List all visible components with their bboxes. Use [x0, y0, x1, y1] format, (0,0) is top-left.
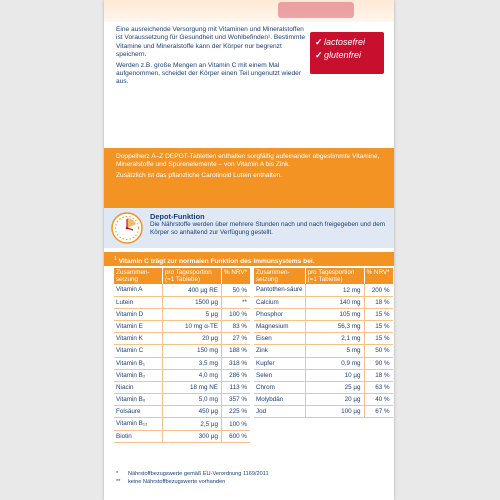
amount-unit: µg	[210, 432, 218, 440]
depot-title: Depot-Funktion	[150, 212, 205, 221]
intro-paragraph-1: Eine ausreichende Versorgung mit Vitaminen und Mineralstoffen ist Voraussetzung für Gesundheit und Wohlbefinden¹. Bestimmte Vitamine und Mineralstoffe kann der Körper nur begrenzt speichern.	[116, 26, 306, 59]
amount-value: 105	[339, 310, 351, 318]
nutrient-name: Vitamin B₁₂	[114, 418, 163, 430]
nutrient-name: Jod	[254, 406, 305, 418]
nutrient-name: Eisen	[254, 333, 305, 345]
nutrient-amount	[305, 381, 364, 393]
nutrient-nrv: 286 %	[222, 369, 251, 381]
nutrient-nrv: 200 %	[364, 284, 393, 296]
nutrient-amount	[305, 406, 364, 418]
nutrient-amount	[305, 284, 364, 296]
amount-value: 4,0	[198, 371, 208, 379]
amount-unit: µg	[210, 408, 218, 416]
vitamin-c-claim-text: Vitamin C trägt zur normalen Funktion des Immunsystems bei.	[118, 258, 315, 266]
amount-unit: µg	[353, 396, 361, 404]
nutrient-amount	[305, 369, 364, 381]
lutein-note: Zusätzlich ist das pflanzliche Carotinoid Lutein enthalten.	[116, 171, 283, 179]
nutrient-nrv: 100 %	[222, 308, 251, 320]
badge-gluten-label: glutenfrei	[324, 50, 362, 60]
nutrient-name: Phosphor	[254, 308, 305, 320]
brand-logo-partial	[278, 2, 354, 18]
check-icon: ✓	[315, 50, 323, 60]
nutrient-nrv: 113 %	[222, 381, 251, 393]
table-row	[254, 333, 393, 345]
nutrient-name: Zink	[254, 345, 305, 357]
nutrient-amount	[163, 296, 222, 308]
badge-row-gluten	[315, 49, 379, 62]
table-header-row	[254, 268, 393, 284]
table-row	[254, 369, 393, 381]
amount-value: 300	[198, 432, 210, 440]
amount-unit: mg	[351, 323, 361, 331]
nutrient-nrv: 100 %	[222, 418, 251, 430]
nutrient-nrv: 18 %	[364, 369, 393, 381]
table-row	[254, 284, 393, 296]
nutrient-amount	[305, 345, 364, 357]
table-row	[114, 308, 250, 320]
table-row	[114, 320, 250, 332]
nutrient-name: Biotin	[114, 430, 163, 442]
badge-lactose-label: lactosefrei	[324, 37, 366, 47]
amount-value: 56,3	[337, 323, 351, 331]
amount-unit: mg	[209, 371, 218, 379]
clock-depot-icon	[110, 211, 144, 245]
footnote	[116, 470, 386, 478]
product-description: Doppelherz A–Z DEPOT-Tabletten enthalten sorgfältig aufeinander abgestimmte Vitamine, Mineralstoffe und Spurenelemente – von Vitamin A bis Zink.	[116, 153, 380, 169]
col-header-composition: Zusammen-setzung	[254, 268, 305, 284]
nutrient-nrv: **	[222, 296, 251, 308]
nutrient-name: Vitamin A	[114, 284, 163, 296]
amount-value: 5	[346, 347, 351, 355]
nutrient-nrv: 90 %	[364, 357, 393, 369]
footnote-mark: **	[116, 479, 121, 485]
table-row	[254, 308, 393, 320]
amount-unit: mg α-TE	[193, 323, 218, 331]
nutrient-amount	[305, 296, 364, 308]
table-row	[114, 369, 250, 381]
nutrient-name: Vitamin B₆	[114, 394, 163, 406]
amount-value: 3,5	[198, 359, 208, 367]
nutrient-nrv: 67 %	[364, 406, 393, 418]
amount-unit: µg	[210, 420, 218, 428]
table-row	[114, 406, 250, 418]
nutrient-nrv: 40 %	[364, 394, 393, 406]
amount-unit: mg	[351, 298, 361, 306]
table-row	[114, 296, 250, 308]
nutrient-nrv: 50 %	[222, 284, 251, 296]
col-header-composition: Zusammen-setzung	[114, 268, 163, 284]
amount-value: 1500	[195, 298, 210, 306]
nutrient-nrv: 15 %	[364, 308, 393, 320]
table-row	[254, 406, 393, 418]
amount-value: 400	[188, 286, 199, 294]
badge-row-lactose	[315, 36, 379, 49]
amount-unit: µg	[210, 298, 218, 306]
amount-value: 10	[344, 371, 352, 379]
nutrition-table-right	[254, 268, 393, 418]
nutrient-name: Molybdän	[254, 394, 305, 406]
nutrient-name: Niacin	[114, 381, 163, 393]
nutrient-amount	[305, 333, 364, 345]
nutrient-nrv: 63 %	[364, 381, 393, 393]
nutrient-amount	[305, 320, 364, 332]
footnote-text: Nährstoffbezugswerte gemäß EU-Verordnung 1169/2011	[128, 471, 269, 477]
amount-value: 150	[196, 347, 208, 355]
footnote-mark: 1	[114, 256, 117, 262]
nutrient-name: Magnesium	[254, 320, 305, 332]
nutrient-amount	[163, 284, 222, 296]
nutrient-nrv: 15 %	[364, 333, 393, 345]
table-row	[114, 345, 250, 357]
package-back	[104, 0, 394, 500]
nutrition-table-left	[114, 268, 250, 443]
depot-text: Die Nährstoffe werden über mehrere Stunden nach und nach freigegeben und dem Körper so anhaltend zur Verfügung gestellt.	[150, 221, 386, 236]
amount-value: 20	[202, 335, 210, 343]
amount-value: 450	[198, 408, 210, 416]
amount-unit: mg	[351, 310, 361, 318]
nutrient-name: Vitamin D	[114, 308, 163, 320]
amount-unit: mg	[351, 359, 361, 367]
footnote-text: keine Nährstoffbezugswerte vorhanden	[128, 479, 226, 485]
amount-value: 12	[343, 286, 351, 294]
amount-value: 2,5	[200, 420, 210, 428]
amount-value: 2,1	[341, 335, 351, 343]
table-row	[254, 394, 393, 406]
nutrient-name: Lutein	[114, 296, 163, 308]
col-header-nrv: % NRV*	[222, 268, 251, 284]
nutrient-name: Calcium	[254, 296, 305, 308]
nutrient-amount	[305, 357, 364, 369]
nutrient-name: Kupfer	[254, 357, 305, 369]
nutrient-amount	[163, 369, 222, 381]
amount-value: 25	[344, 384, 352, 391]
intro-paragraph-2: Werden z.B. große Mengen an Vitamin C mit einem Mal aufgenommen, scheidet der Körper einen Teil ungenutzt wieder aus.	[116, 61, 301, 86]
amount-value: 18	[189, 384, 197, 391]
amount-value: 0,9	[341, 359, 351, 367]
nutrient-name: Selen	[254, 369, 305, 381]
nutrient-nrv: 188 %	[222, 345, 251, 357]
nutrient-amount	[163, 345, 222, 357]
col-header-nrv: % NRV*	[364, 268, 393, 284]
nutrient-nrv: 27 %	[222, 333, 251, 345]
nutrient-nrv: 50 %	[364, 345, 393, 357]
amount-unit: µg RE	[200, 286, 218, 294]
nutrient-amount	[163, 430, 222, 442]
footnote-mark: *	[116, 471, 119, 477]
amount-unit: mg	[209, 396, 218, 404]
amount-unit: mg	[351, 286, 361, 294]
nutrient-amount	[163, 381, 222, 393]
footnotes	[116, 470, 386, 486]
table-row	[114, 394, 250, 406]
table-row	[114, 381, 250, 393]
nutrient-name: Pantothen-säure	[254, 284, 305, 296]
nutrient-amount	[305, 308, 364, 320]
nutrient-name: Vitamin K	[114, 333, 163, 345]
nutrient-nrv: 318 %	[222, 357, 251, 369]
nutrient-nrv: 15 %	[364, 320, 393, 332]
nutrient-amount	[305, 394, 364, 406]
nutrient-name: Vitamin B₂	[114, 369, 163, 381]
table-row	[254, 345, 393, 357]
nutrient-amount	[163, 394, 222, 406]
free-from-badge	[310, 32, 384, 74]
amount-unit: mg NE	[198, 384, 218, 391]
amount-value: 10	[184, 323, 192, 331]
amount-unit: µg	[353, 408, 361, 416]
amount-value: 5	[205, 310, 210, 318]
table-row	[114, 357, 250, 369]
table-header-row	[114, 268, 250, 284]
amount-unit: mg	[351, 335, 361, 343]
nutrient-amount	[163, 357, 222, 369]
nutrient-name: Vitamin B₁	[114, 357, 163, 369]
vitamin-c-claim	[104, 252, 394, 266]
nutrient-nrv: 18 %	[364, 296, 393, 308]
table-row	[254, 357, 393, 369]
nutrient-amount	[163, 320, 222, 332]
depot-function-box	[104, 208, 394, 248]
amount-value: 20	[344, 396, 352, 404]
footnote	[116, 478, 386, 486]
nutrient-name: Folsäure	[114, 406, 163, 418]
nutrient-name: Vitamin E	[114, 320, 163, 332]
table-row	[254, 296, 393, 308]
table-row	[114, 284, 250, 296]
col-header-per-serving: pro Tagesportion (=1 Tablette)	[305, 268, 364, 284]
nutrient-nrv: 83 %	[222, 320, 251, 332]
amount-unit: µg	[210, 335, 218, 343]
amount-unit: mg	[351, 347, 361, 355]
table-row	[254, 381, 393, 393]
amount-value: 140	[339, 298, 351, 306]
top-band	[104, 0, 394, 22]
nutrient-amount	[163, 308, 222, 320]
amount-unit: mg	[209, 359, 218, 367]
amount-unit: mg	[209, 347, 218, 355]
nutrient-amount	[163, 406, 222, 418]
nutrient-amount	[163, 418, 222, 430]
table-row	[254, 320, 393, 332]
col-header-per-serving: pro Tagesportion (=1 Tablette)	[163, 268, 222, 284]
amount-value: 100	[341, 408, 352, 416]
check-icon: ✓	[315, 37, 323, 47]
nutrient-nrv: 600 %	[222, 430, 251, 442]
table-row	[114, 333, 250, 345]
product-description-box	[104, 148, 394, 208]
nutrient-name: Chrom	[254, 381, 305, 393]
nutrient-nrv: 225 %	[222, 406, 251, 418]
amount-value: 5,0	[198, 396, 208, 404]
nutrient-nrv: 357 %	[222, 394, 251, 406]
intro-text	[116, 26, 306, 89]
nutrient-amount	[163, 333, 222, 345]
amount-unit: µg	[353, 371, 361, 379]
nutrient-name: Vitamin C	[114, 345, 163, 357]
amount-unit: µg	[353, 384, 361, 391]
table-row	[114, 418, 250, 430]
amount-unit: µg	[210, 310, 218, 318]
table-row	[114, 430, 250, 442]
